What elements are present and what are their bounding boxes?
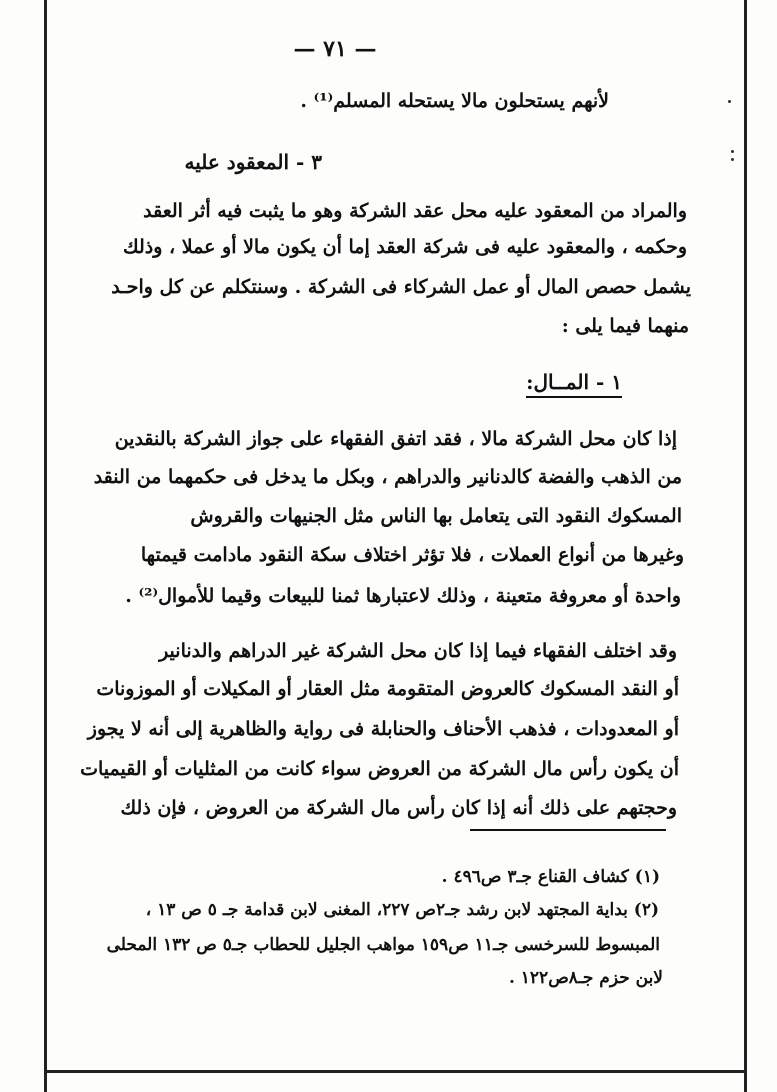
paragraph2-line: المسكوك النقود التى يتعامل بها الناس مثل الجنيهات والقروش — [190, 505, 682, 527]
footnote-2-continued: المبسوط للسرخسى جـ١١ ص١٥٩ مواهب الجليل للحطاب جـ٥ ص ١٣٢ المحلى — [106, 935, 660, 955]
paragraph2-line: واحدة أو معروفة متعينة ، وذلك لاعتبارها ثمنا للبيعات وقيما للأموال⁽²⁾ . — [125, 585, 681, 607]
paragraph3-line: أو النقد المسكوك كالعروض المتقومة مثل العقار أو المكيلات أو الموزونات — [96, 678, 679, 700]
paragraph2-line: إذا كان محل الشركة مالا ، فقد اتفق الفقهاء على جواز الشركة بالنقدين — [114, 428, 677, 450]
scan-right-edge — [744, 0, 747, 1092]
footnote-2-continued: لابن حزم جـ٨ص١٢٢ . — [508, 968, 663, 988]
paragraph2-line: من الذهب والفضة كالدنانير والدراهم ، وبكل ما يدخل فى حكمهما من النقد — [93, 466, 682, 488]
paragraph3-line: وحجتهم على ذلك أنه إذا كان رأس مال الشركة من العروض ، فإن ذلك — [120, 797, 677, 819]
page-number: — ٧١ — — [293, 36, 377, 62]
paragraph3-line: أو المعدودات ، فذهب الأحناف والحنابلة فى رواية والظاهرية إلى أنه لا يجوز — [87, 718, 679, 740]
scan-speck — [731, 150, 734, 153]
footnote-1: (١) كشاف القناع جـ٣ ص٤٩٦ . — [441, 867, 660, 887]
intro-line: لأنهم يستحلون مالا يستحله المسلم⁽¹⁾ . — [300, 90, 609, 112]
footnote-separator — [470, 829, 666, 831]
paragraph1-line: والمراد من المعقود عليه محل عقد الشركة وهو ما يثبت فيه أثر العقد — [143, 200, 687, 222]
subheading-money: ١ - المــال: — [526, 370, 622, 398]
section-heading: ٣ - المعقود عليه — [184, 150, 322, 174]
paragraph3-line: أن يكون رأس مال الشركة من العروض سواء كانت من المثليات أو القيميات — [80, 758, 679, 780]
scan-bottom-edge — [44, 1070, 747, 1073]
paragraph1-line: منهما فيما يلى : — [561, 315, 689, 337]
paragraph3-line: وقد اختلف الفقهاء فيما إذا كان محل الشركة غير الدراهم والدنانير — [159, 640, 677, 662]
paragraph2-line: وغيرها من أنواع العملات ، فلا تؤثر اختلاف سكة النقود مادامت قيمتها — [140, 544, 684, 566]
paragraph1-line: وحكمه ، والمعقود عليه فى شركة العقد إما أن يكون مالا أو عملا ، وذلك — [122, 236, 687, 258]
paragraph1-line: يشمل حصص المال أو عمل الشركاء فى الشركة . وسنتكلم عن كل واحـد — [111, 276, 691, 298]
scan-left-edge — [44, 0, 47, 1092]
footnote-2: (٢) بداية المجتهد لابن رشد جـ٢ص ٢٢٧، المغنى لابن قدامة جـ ٥ ص ١٣ ، — [145, 900, 659, 920]
scan-speck — [728, 100, 731, 103]
scan-speck — [731, 158, 734, 161]
